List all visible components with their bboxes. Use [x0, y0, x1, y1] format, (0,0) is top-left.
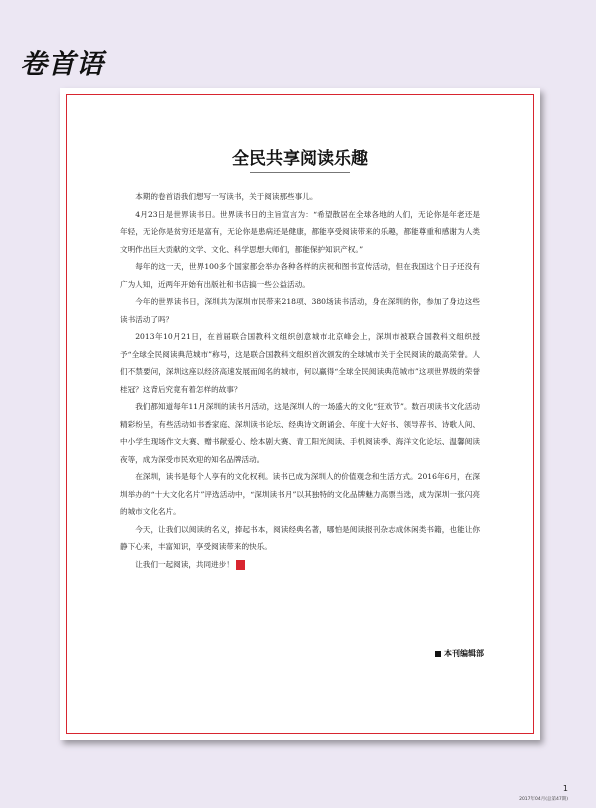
signature-text: 本刊编辑部 — [444, 649, 484, 658]
signature — [435, 648, 484, 659]
paragraph: 今年的世界读书日，深圳共为深圳市民带来218项、380场读书活动，身在深圳的你，参加了身边这些读书活动了吗？ — [120, 297, 480, 324]
paragraph: 4月23日是世界读书日。世界读书日的主旨宣言为：“希望散居在全球各地的人们，无论你是年老还是年轻，无论你是贫穷还是富有，无论你是患病还是健康，都能享受阅读带来的乐趣，都能尊重和感谢为人类文明作出巨大贡献的文学、文化、科学思想大师们，都能保护知识产权。” — [120, 209, 480, 254]
title-underline — [250, 172, 350, 173]
end-mark-icon: V — [236, 560, 245, 570]
article-title: 全民共享阅读乐趣 — [232, 149, 368, 169]
issue-info: 2017年04月(总第47期) — [519, 797, 568, 802]
paragraph: 我们都知道每年11月深圳的读书月活动，这是深圳人的一场盛大的文化“狂欢节”。数百项读书文化活动精彩纷呈，有些活动如书香家庭、深圳读书论坛、经典诗文朗诵会、年度十大好书、领导荐书、诗歌人间、中小学生现场作文大赛、赠书献爱心、绘本剧大赛、青工阳光阅读、手机阅读季、海洋文化论坛、温馨阅读夜等，成为深受市民欢迎的知名品牌活动。 — [120, 402, 480, 464]
square-bullet-icon — [435, 651, 441, 657]
closing-paragraph — [120, 556, 480, 574]
paragraph: 在深圳，读书是每个人享有的文化权利。读书已成为深圳人的价值观念和生活方式。2016年6月，在深圳举办的“十大文化名片”评选活动中，“深圳读书月”以其独特的文化品牌魅力高票当选，成为深圳一张闪亮的城市文化名片。 — [120, 472, 480, 516]
section-heading: 卷首语 — [20, 49, 104, 80]
paragraph: 2013年10月21日，在首届联合国教科文组织创意城市北京峰会上，深圳市被联合国教科文组织授予“全球全民阅读典范城市”称号，这是联合国教科文组织首次颁发的全球城市关于全民阅读的最高荣誉。人们不禁要问，深圳这座以经济高速发展而闻名的城市，何以赢得“全球全民阅读典范城市”这项世界级的荣誉桂冠？这背后究竟有着怎样的故事？ — [120, 332, 480, 394]
paragraph: 今天，让我们以阅读的名义，捧起书本，阅读经典名著，哪怕是阅读报刊杂志成休闲类书籍，也能让你静下心来，丰富知识，享受阅读带来的快乐。 — [120, 524, 480, 551]
article-page — [60, 88, 540, 740]
paragraph: 每年的这一天，世界100多个国家都会举办各种各样的庆祝和图书宣传活动，但在我国这个日子还没有广为人知，近两年开始有出版社和书店搞一些公益活动。 — [120, 262, 480, 289]
article-body — [120, 188, 480, 573]
page-number: 1 — [562, 784, 568, 793]
closing-text: 让我们一起阅读，共同进步！ — [135, 559, 234, 569]
paragraph: 本期的卷首语我们想写一写读书，关于阅读那些事儿。 — [135, 192, 318, 201]
